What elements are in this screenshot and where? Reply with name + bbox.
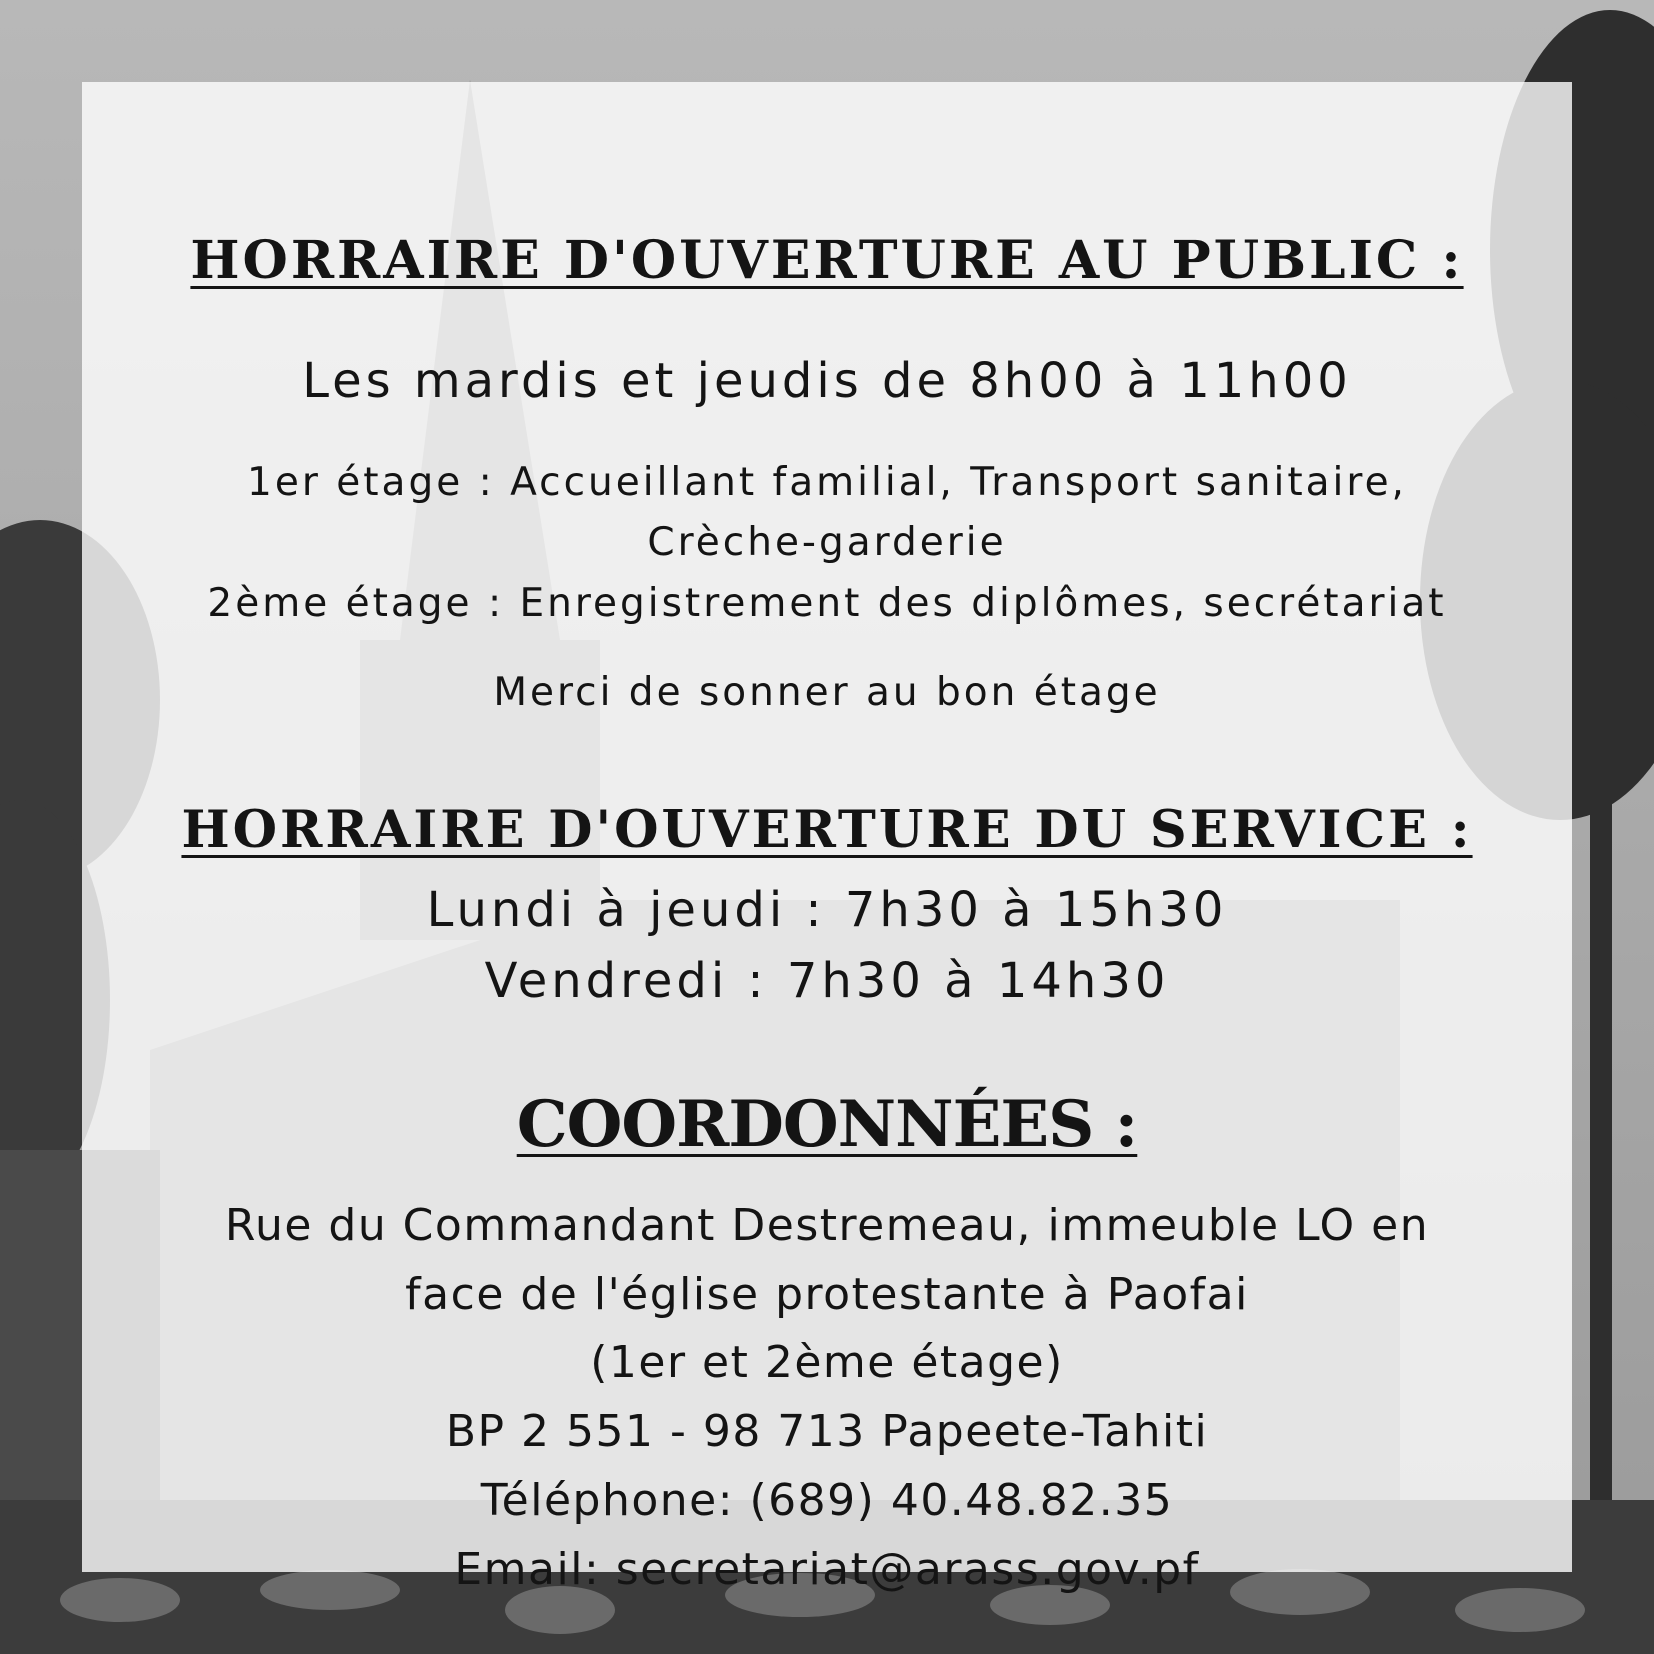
contact-address-line2: face de l'église protestante à Paofai [405, 1269, 1249, 1320]
contact-floors: (1er et 2ème étage) [590, 1337, 1064, 1388]
contact-phone: Téléphone: (689) 40.48.82.35 [480, 1475, 1174, 1526]
contact-po-box: BP 2 551 - 98 713 Papeete-Tahiti [445, 1406, 1209, 1457]
public-hours-days: Les mardis et jeudis de 8h00 à 11h00 [302, 353, 1352, 409]
floor1-services-line1: 1er étage : Accueillant familial, Transport sanitaire, [247, 460, 1407, 505]
public-hours-heading: HORRAIRE D'OUVERTURE AU PUBLIC : [190, 230, 1464, 291]
floor2-services: 2ème étage : Enregistrement des diplômes, secrétariat [207, 581, 1447, 626]
service-hours-friday: Vendredi : 7h30 à 14h30 [484, 953, 1170, 1009]
service-hours-heading: HORRAIRE D'OUVERTURE DU SERVICE : [181, 800, 1473, 860]
contact-email: Email: secretariat@arass.gov.pf [454, 1544, 1200, 1595]
contact-heading: COORDONNÉES : [516, 1087, 1138, 1162]
floor1-services-line2: Crèche-garderie [647, 520, 1007, 565]
info-panel [82, 82, 1572, 1595]
ring-bell-note: Merci de sonner au bon étage [493, 670, 1161, 715]
service-hours-mon-thu: Lundi à jeudi : 7h30 à 15h30 [426, 882, 1228, 938]
contact-address-line1: Rue du Commandant Destremeau, immeuble LO en [224, 1200, 1430, 1251]
